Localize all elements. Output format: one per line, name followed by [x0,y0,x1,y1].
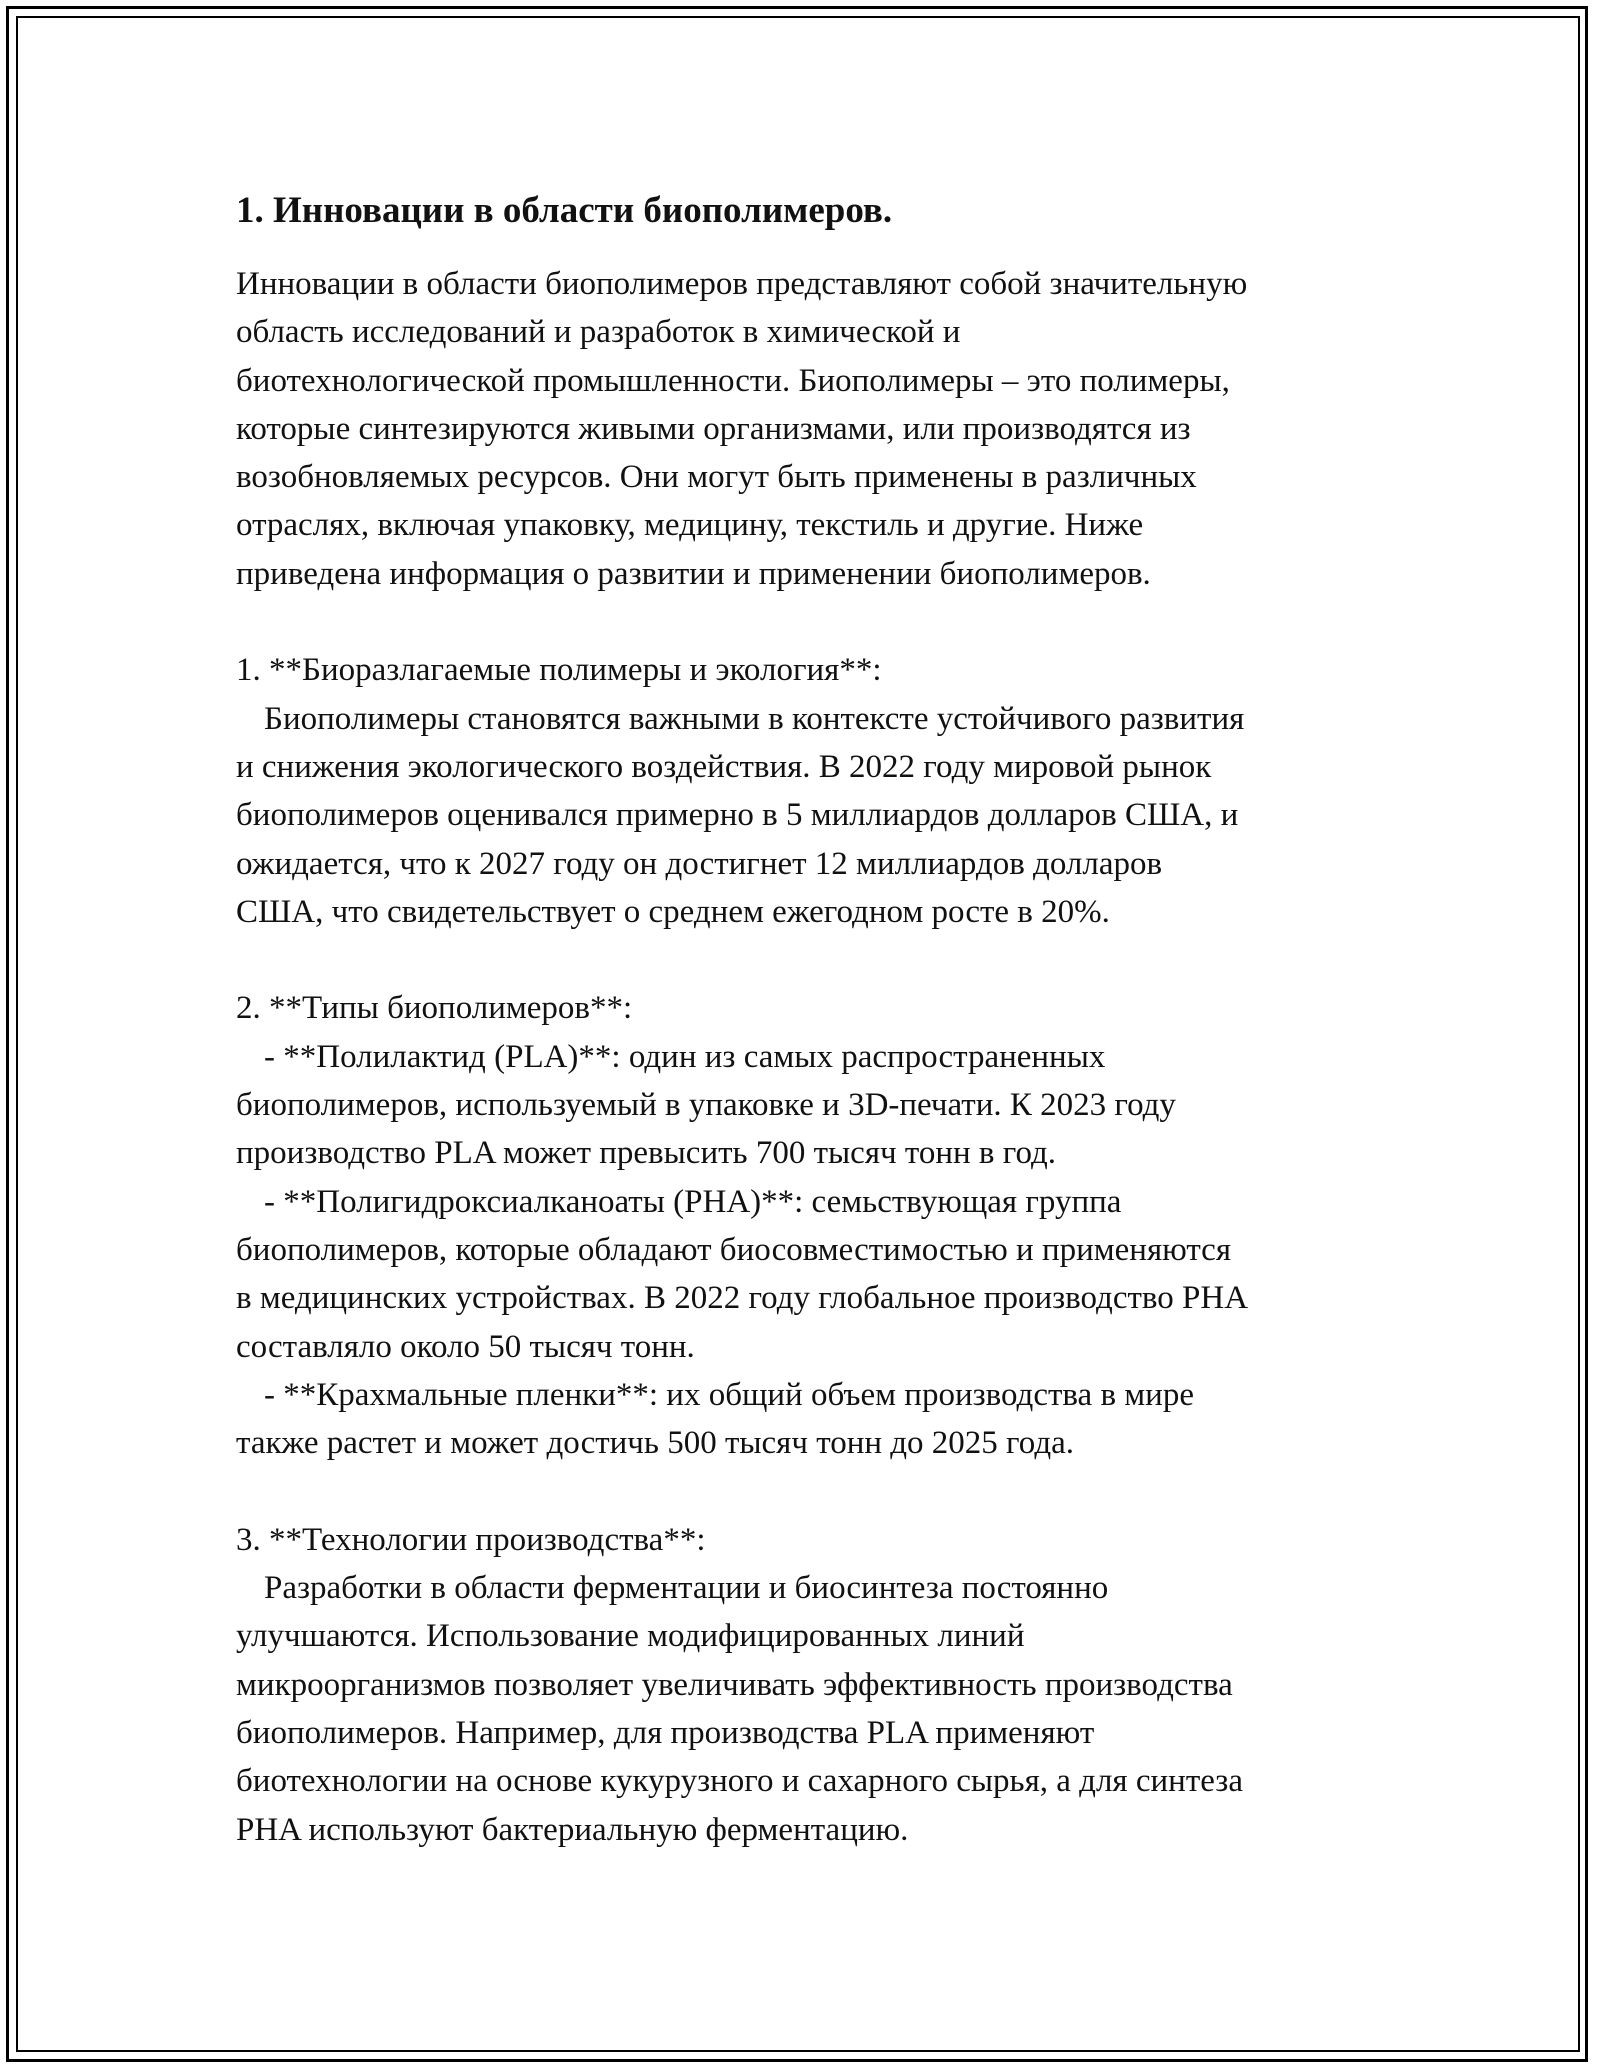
section-2-line: биополимеров, которые обладают биосовместимостью и применяются [236,1231,1232,1268]
section-1-line: ожидается, что к 2027 году он достигнет 12 миллиардов долларов [236,845,1163,882]
document-page [236,188,1376,1854]
section-2-line: также растет и может достичь 500 тысяч тонн до 2025 года. [236,1425,1075,1462]
section-1-line: США, что свидетельствует о среднем ежегодном росте в 20%. [236,893,1110,930]
section-2-line: в медицинских устройствах. В 2022 году глобальное производство PHA [236,1280,1249,1317]
section-1-line: Биополимеры становятся важными в контексте устойчивого развития [264,700,1245,737]
section-3-line: микроорганизмов позволяет увеличивать эффективность производства [236,1666,1233,1703]
section-1 [236,646,1376,936]
section-2-title: 2. **Типы биополимеров**: [236,990,633,1027]
intro-line: Инновации в области биополимеров представляют собой значительную [236,266,1248,302]
section-3-line: улучшаются. Использование модифицированных линий [236,1618,1025,1655]
intro-line: отраслях, включая упаковку, медицину, текстиль и другие. Ниже [236,507,1144,544]
section-3 [236,1516,1376,1854]
section-2-line: составляло около 50 тысяч тонн. [236,1328,695,1365]
section-2-line: биополимеров, используемый в упаковке и 3D-печати. К 2023 году [236,1087,1176,1124]
intro-line: возобновляемых ресурсов. Они могут быть применены в различных [236,459,1197,496]
intro-line: приведена информация о развитии и применении биополимеров. [236,555,1151,592]
section-3-line: биополимеров. Например, для производства PLA применяют [236,1714,1095,1751]
blank-line [236,1467,1376,1515]
intro-paragraph [236,260,1376,598]
section-1-title: 1. **Биоразлагаемые полимеры и экология**: [236,652,882,689]
section-3-line: PHA используют бактериальную ферментацию. [236,1811,909,1848]
section-1-line: и снижения экологического воздействия. В 2022 году мировой рынок [236,748,1212,785]
section-2-line: - **Полигидроксиалканоаты (PHA)**: семьствующая группа [264,1183,1122,1220]
section-3-title: 3. **Технологии производства**: [236,1521,706,1558]
document-heading: 1. Инновации в области биополимеров. [236,190,893,231]
section-1-line: биополимеров оценивался примерно в 5 миллиардов долларов США, и [236,797,1239,834]
intro-line: которые синтезируются живыми организмами, или производятся из [236,410,1191,447]
blank-line [236,598,1376,646]
section-3-line: Разработки в области ферментации и биосинтеза постоянно [264,1570,1109,1607]
section-2 [236,984,1376,1467]
section-2-line: - **Крахмальные пленки**: их общий объем производства в мире [264,1376,1194,1413]
intro-line: биотехнологической промышленности. Биополимеры – это полимеры, [236,362,1230,399]
blank-line [236,936,1376,984]
intro-line: область исследований и разработок в химической и [236,314,961,351]
section-2-line: производство PLA может превысить 700 тысяч тонн в год. [236,1135,1057,1172]
section-3-line: биотехнологии на основе кукурузного и сахарного сырья, а для синтеза [236,1763,1243,1800]
section-2-line: - **Полилактид (PLA)**: один из самых распространенных [264,1038,1106,1075]
